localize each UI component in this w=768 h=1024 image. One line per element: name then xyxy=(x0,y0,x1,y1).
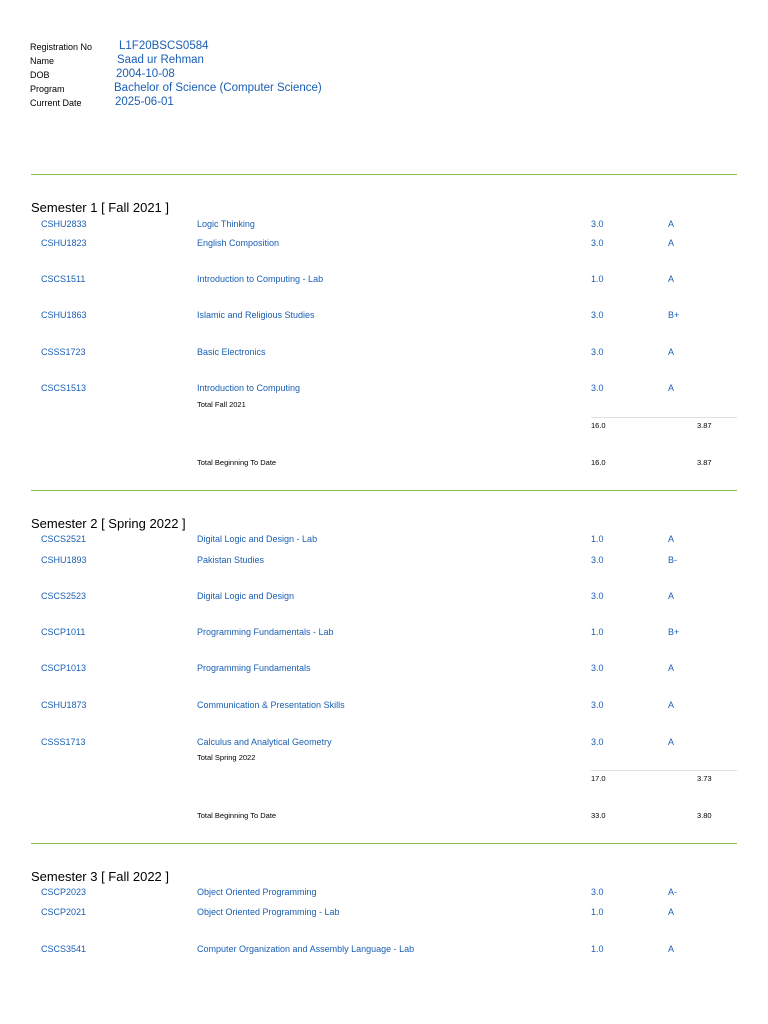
course-name[interactable]: Object Oriented Programming xyxy=(197,887,317,897)
course-grade: A- xyxy=(668,887,677,897)
course-name[interactable]: Basic Electronics xyxy=(197,347,266,357)
dob-label: DOB xyxy=(30,70,50,80)
course-credits: 3.0 xyxy=(591,555,604,565)
btd-cgpa: 3.80 xyxy=(697,811,712,820)
course-credits: 1.0 xyxy=(591,907,604,917)
course-credits: 3.0 xyxy=(591,347,604,357)
course-credits: 3.0 xyxy=(591,238,604,248)
name-label: Name xyxy=(30,56,55,66)
course-name[interactable]: Object Oriented Programming - Lab xyxy=(197,907,340,917)
course-grade: A xyxy=(668,534,675,544)
course-code[interactable]: CSSS1713 xyxy=(41,737,86,747)
name-value: Saad ur Rehman xyxy=(117,54,204,66)
course-credits: 3.0 xyxy=(591,310,604,320)
term-gpa: 3.73 xyxy=(697,774,712,783)
course-name[interactable]: Digital Logic and Design - Lab xyxy=(197,534,318,544)
btd-credits: 16.0 xyxy=(591,458,606,467)
totals-rule xyxy=(591,417,737,418)
course-grade: B- xyxy=(668,555,677,565)
course-code[interactable]: CSHU2833 xyxy=(41,219,87,229)
course-grade: A xyxy=(668,274,675,284)
course-code[interactable]: CSCS3541 xyxy=(41,944,87,954)
course-name[interactable]: English Composition xyxy=(197,238,280,248)
course-name[interactable]: Introduction to Computing - Lab xyxy=(197,274,324,284)
term-gpa: 3.87 xyxy=(697,421,712,430)
course-grade: A xyxy=(668,219,675,229)
course-name[interactable]: Digital Logic and Design xyxy=(197,591,295,601)
course-grade: A xyxy=(668,347,675,357)
course-name[interactable]: Logic Thinking xyxy=(197,219,255,229)
course-credits: 1.0 xyxy=(591,534,604,544)
term-credits: 16.0 xyxy=(591,421,606,430)
course-grade: B+ xyxy=(668,310,680,320)
course-name[interactable]: Pakistan Studies xyxy=(197,555,265,565)
btd-total-label: Total Beginning To Date xyxy=(197,458,277,467)
registration-value: L1F20BSCS0584 xyxy=(119,40,209,52)
course-grade: A xyxy=(668,737,675,747)
dob-value: 2004-10-08 xyxy=(116,68,175,80)
course-code[interactable]: CSCP1011 xyxy=(41,627,86,637)
section-divider xyxy=(31,490,737,491)
course-code[interactable]: CSCP2021 xyxy=(41,907,87,917)
course-name[interactable]: Islamic and Religious Studies xyxy=(197,310,315,320)
course-code[interactable]: CSCS1511 xyxy=(41,274,86,284)
course-credits: 3.0 xyxy=(591,663,604,673)
course-credits: 3.0 xyxy=(591,383,604,393)
course-name[interactable]: Computer Organization and Assembly Language - Lab xyxy=(197,944,415,954)
course-grade: A xyxy=(668,907,675,917)
program-label: Program xyxy=(30,84,65,94)
term-total-label: Total Spring 2022 xyxy=(197,753,256,762)
course-code[interactable]: CSCP2023 xyxy=(41,887,87,897)
course-code[interactable]: CSHU1893 xyxy=(41,555,87,565)
semester-title: Semester 3 [ Fall 2022 ] xyxy=(31,869,170,884)
course-grade: A xyxy=(668,383,675,393)
course-grade: A xyxy=(668,700,675,710)
program-value: Bachelor of Science (Computer Science) xyxy=(114,82,322,94)
term-total-label: Total Fall 2021 xyxy=(197,400,246,409)
course-name[interactable]: Introduction to Computing xyxy=(197,383,301,393)
course-code[interactable]: CSHU1873 xyxy=(41,700,87,710)
btd-total-label: Total Beginning To Date xyxy=(197,811,277,820)
btd-credits: 33.0 xyxy=(591,811,606,820)
term-credits: 17.0 xyxy=(591,774,606,783)
course-credits: 3.0 xyxy=(591,219,604,229)
course-credits: 3.0 xyxy=(591,887,604,897)
course-code[interactable]: CSSS1723 xyxy=(41,347,86,357)
semester-title: Semester 2 [ Spring 2022 ] xyxy=(31,516,186,531)
course-credits: 1.0 xyxy=(591,944,604,954)
course-grade: A xyxy=(668,591,675,601)
course-grade: A xyxy=(668,238,675,248)
section-divider xyxy=(31,174,737,175)
course-credits: 3.0 xyxy=(591,591,604,601)
course-code[interactable]: CSHU1823 xyxy=(41,238,87,248)
current-date-label: Current Date xyxy=(30,98,82,108)
course-code[interactable]: CSCP1013 xyxy=(41,663,87,673)
course-grade: B+ xyxy=(668,627,680,637)
course-grade: A xyxy=(668,944,675,954)
current-date-value: 2025-06-01 xyxy=(115,96,174,108)
course-grade: A xyxy=(668,663,675,673)
course-credits: 3.0 xyxy=(591,700,604,710)
course-code[interactable]: CSHU1863 xyxy=(41,310,87,320)
course-name[interactable]: Calculus and Analytical Geometry xyxy=(197,737,332,747)
section-divider xyxy=(31,843,737,844)
course-code[interactable]: CSCS2521 xyxy=(41,534,87,544)
course-credits: 1.0 xyxy=(591,627,604,637)
course-credits: 1.0 xyxy=(591,274,604,284)
totals-rule xyxy=(591,770,737,771)
course-code[interactable]: CSCS2523 xyxy=(41,591,87,601)
course-credits: 3.0 xyxy=(591,737,604,747)
course-name[interactable]: Programming Fundamentals xyxy=(197,663,311,673)
btd-cgpa: 3.87 xyxy=(697,458,712,467)
course-name[interactable]: Communication & Presentation Skills xyxy=(197,700,345,710)
semester-title: Semester 1 [ Fall 2021 ] xyxy=(31,200,170,215)
course-name[interactable]: Programming Fundamentals - Lab xyxy=(197,627,334,637)
registration-label: Registration No xyxy=(30,42,93,52)
course-code[interactable]: CSCS1513 xyxy=(41,383,87,393)
